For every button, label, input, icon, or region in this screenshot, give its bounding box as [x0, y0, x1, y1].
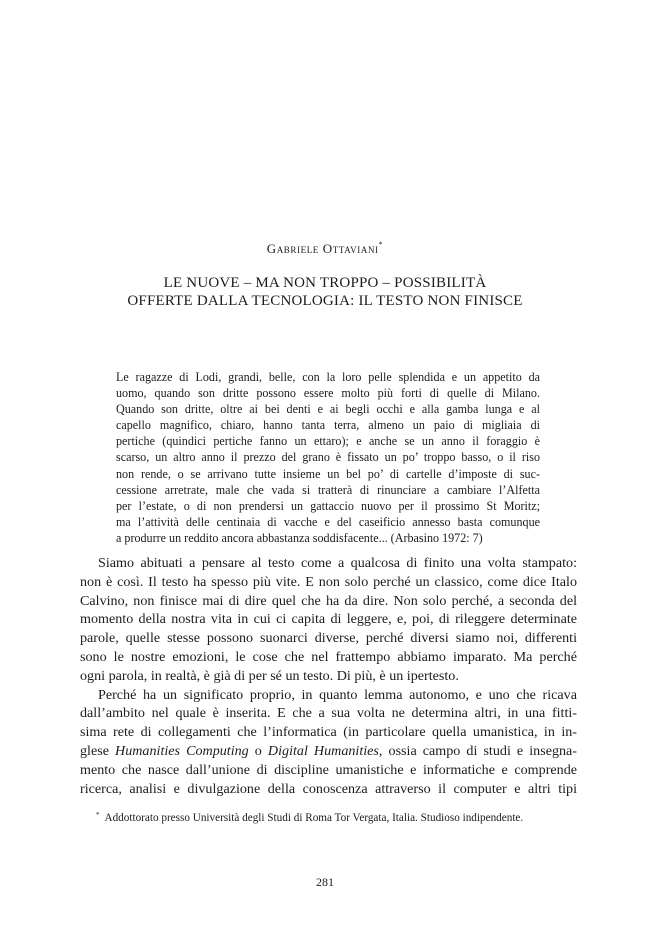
- paragraph-2-line: [80, 742, 577, 761]
- epigraph-line: per l’estate, o di non prendersi un gattaccio nuovo per il prossimo St Moritz;: [116, 498, 540, 513]
- epigraph-line: capello magnifico, chiaro, hanno tanta terra, almeno un paio di migliaia di: [116, 418, 540, 433]
- body-text: [80, 554, 577, 798]
- page-number: 281: [316, 875, 334, 889]
- epigraph-quote: [116, 369, 540, 546]
- title-line-1: LE NUOVE – MA NON TROPPO – POSSIBILITÀ: [163, 275, 487, 291]
- title-line-2: OFFERTE DALLA TECNOLOGIA: IL TESTO NON FINISCE: [127, 293, 523, 309]
- paragraph-1-line: momento della nostra vita in cui ci capita di leggere, e, poi, di rileggere determinate: [80, 611, 577, 628]
- term-digital-humanities: Digital Humanities: [267, 742, 379, 759]
- paragraph-1-line: Calvino, non finisce mai di dire quel che ha da dire. Non solo perché, a seconda del: [80, 592, 577, 609]
- paragraph-1-line: ogni parola, in realtà, è già di per sé un testo. Di più, è un ipertesto.: [80, 667, 459, 684]
- paragraph-2-line: dall’ambito nel quale è inserita. E che a sua volta ne determina altri, in una fitti-: [80, 705, 577, 722]
- epigraph-line: Quando son dritte, oltre ai bei denti e ai begli occhi e alla gamba lunga e al: [116, 402, 540, 417]
- epigraph-line: cessione arretrate, male che vada si tratterà di rinunciare a cambiare l’Alfetta: [116, 482, 540, 497]
- paragraph-1-line: sono le nostre emozioni, le cose che nel frattempo abbiamo imparato. Ma perché: [80, 648, 577, 665]
- text-run: , ossia campo di studi e insegna-: [378, 742, 577, 759]
- text-run: o: [248, 742, 268, 759]
- paragraph-1-line: non è così. Il testo ha spesso più vite. E non solo perché un classico, come dice Italo: [80, 573, 577, 590]
- epigraph-line: pertiche (quindici pertiche fanno un ettaro); e anche se un anno il foraggio è: [116, 434, 540, 449]
- paragraph-1-line: parole, quelle stesse possono suonarci diverse, perché diversi siamo noi, differenti: [80, 630, 577, 647]
- epigraph-line: uomo, quando son dritte possono essere molto più forti di quelle di Milano.: [116, 386, 540, 401]
- epigraph-line: non rende, o se arrivano tutte insieme un bel po’ di cartelle d’imposte di suc-: [116, 466, 540, 481]
- paragraph-2-line: sima rete di collegamenti che l’informatica (in particolare quella umanistica, in in-: [80, 724, 577, 741]
- epigraph-line: a produrre un reddito ancora abbastanza soddisfacente... (Arbasino 1972: 7): [116, 530, 483, 545]
- article-title: [0, 274, 650, 310]
- paragraph-2-line: ricerca, analisi e divulgazione della conoscenza attraverso il computer e altri tipi: [80, 780, 577, 797]
- paragraph-2-line: mento che nasce dall’unione di discipline umanistiche e informatiche e comprende: [80, 761, 577, 778]
- paragraph-2-line: Perché ha un significato proprio, in quanto lemma autonomo, e uno che ricava: [98, 686, 577, 703]
- epigraph-line: Le ragazze di Lodi, grandi, belle, con la loro pelle splendida e un appetito da: [116, 370, 540, 384]
- author-line: [0, 240, 650, 257]
- paragraph-1-line: Siamo abituati a pensare al testo come a qualcosa di finito una volta stampato:: [98, 555, 577, 571]
- term-humanities-computing: Humanities Computing: [115, 742, 249, 759]
- author-footnote-mark: *: [378, 240, 384, 249]
- epigraph-line: ma l’attività delle centinaia di vacche e del caseificio annesso basta comunque: [116, 514, 540, 529]
- footnote: [96, 808, 580, 825]
- footnote-text: Addottorato presso Università degli Studi di Roma Tor Vergata, Italia. Studioso indipendente.: [104, 812, 524, 824]
- text-run: glese: [80, 742, 116, 759]
- author-name: Gabriele Ottaviani: [266, 241, 379, 256]
- epigraph-line: scarso, un altro anno il prezzo del grano è fissato un po’ troppo basso, o il riso: [116, 450, 540, 465]
- footnote-mark: *: [96, 811, 100, 819]
